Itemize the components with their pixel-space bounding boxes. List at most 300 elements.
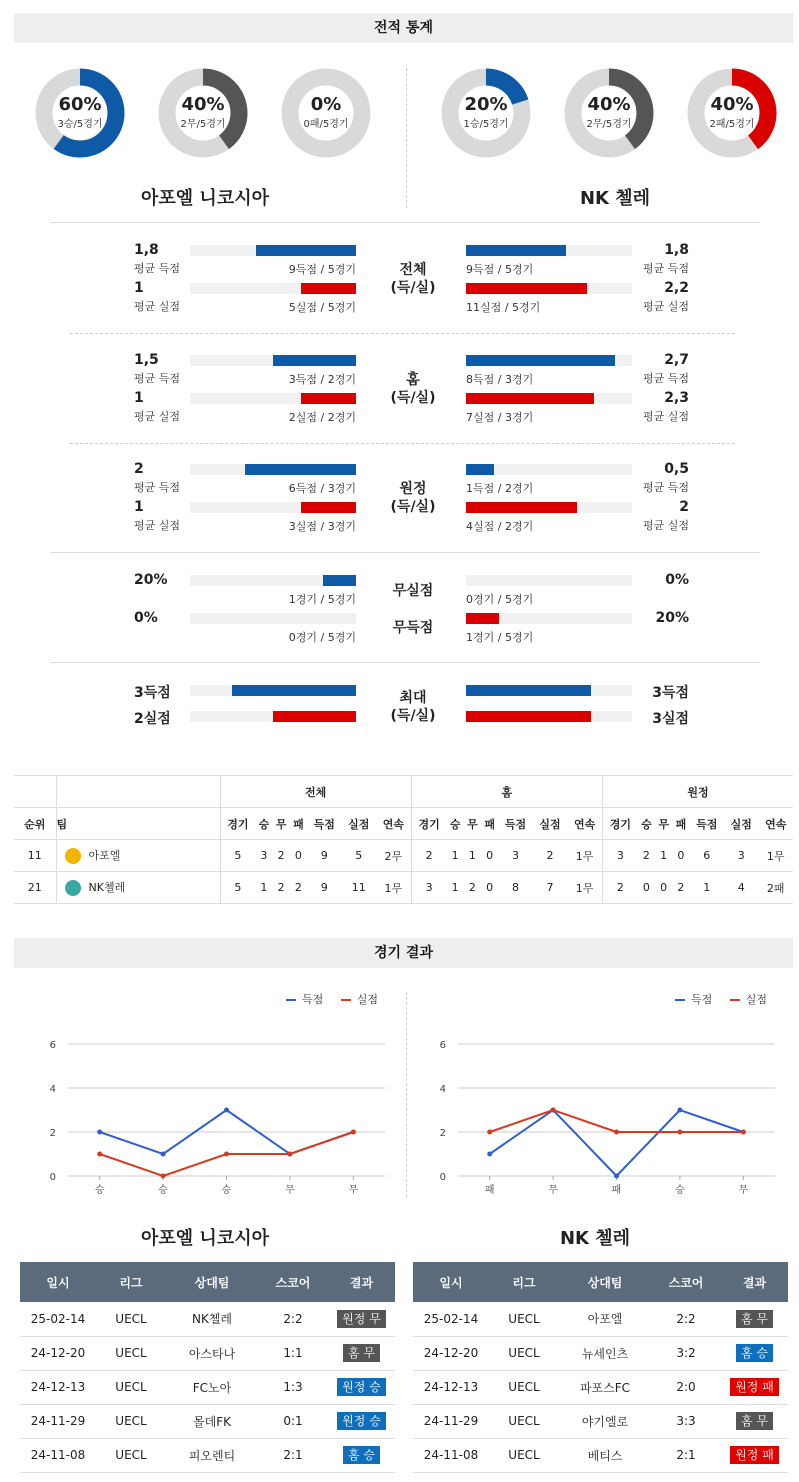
donut-caption: 0패/5경기 bbox=[303, 119, 349, 130]
game-date: 24-12-13 bbox=[413, 1370, 489, 1404]
left-concede-bar bbox=[190, 283, 356, 294]
donut-chart bbox=[441, 68, 531, 158]
left-score-caption: 6득점 / 3경기 bbox=[288, 482, 356, 495]
stat-cell: 1 bbox=[468, 849, 476, 862]
right-avg-concede-label: 평균 실점 bbox=[642, 410, 689, 423]
stat-cell: 1 bbox=[451, 881, 459, 894]
result-badge: 원정 무 bbox=[337, 1310, 386, 1328]
team-left-name: 아포엘 니코시아 bbox=[141, 188, 269, 209]
data-point bbox=[224, 1108, 229, 1113]
game-opp: 몰데FK bbox=[166, 1404, 258, 1438]
legend-series-2: 실점 bbox=[356, 993, 379, 1006]
result-badge: 원정 패 bbox=[730, 1378, 779, 1396]
data-point bbox=[97, 1130, 102, 1135]
col-header: 일시 bbox=[413, 1262, 489, 1302]
left-avg-score: 1,8 bbox=[134, 242, 159, 258]
table-row[interactable] bbox=[20, 1438, 395, 1472]
left-avg-score-label: 평균 득점 bbox=[134, 481, 181, 494]
left-concede-bar-fill bbox=[301, 502, 356, 513]
game-date: 24-11-29 bbox=[20, 1404, 96, 1438]
data-point bbox=[551, 1108, 556, 1113]
game-result bbox=[328, 1302, 395, 1336]
stat-cell: 2 bbox=[468, 881, 476, 894]
stat-cell: 9 bbox=[320, 881, 328, 894]
table-row[interactable] bbox=[20, 1370, 395, 1404]
donut-percent: 0% bbox=[310, 94, 342, 115]
stat-cell: 2 bbox=[277, 849, 285, 862]
data-point bbox=[614, 1174, 619, 1179]
right-score-caption: 1득점 / 2경기 bbox=[466, 482, 534, 495]
donut-chart bbox=[158, 68, 248, 158]
stat-cell: 2무 bbox=[384, 849, 403, 863]
x-tick-label: 승 bbox=[221, 1185, 232, 1196]
donut-chart bbox=[35, 68, 125, 158]
left-concede-bar bbox=[190, 502, 356, 513]
data-point bbox=[351, 1130, 356, 1135]
table-row[interactable] bbox=[20, 1336, 395, 1370]
left-concede-bar-fill bbox=[301, 393, 356, 404]
stat-cell: 1 bbox=[703, 881, 711, 894]
donut-percent: 40% bbox=[587, 94, 631, 115]
stat-cell: 2 bbox=[411, 840, 446, 872]
right-avg-concede: 2,2 bbox=[664, 280, 689, 296]
rank-col-header: 패 bbox=[293, 817, 304, 831]
result-badge: 홈 무 bbox=[343, 1344, 380, 1362]
donut-percent: 40% bbox=[181, 94, 225, 115]
right-avg-score-label: 평균 득점 bbox=[642, 481, 689, 494]
right-avg-concede: 2 bbox=[679, 499, 689, 515]
data-point bbox=[487, 1152, 492, 1157]
stat-cell: 7 bbox=[546, 881, 554, 894]
left-score-caption: 3득점 / 2경기 bbox=[288, 373, 356, 386]
col-header: 스코어 bbox=[258, 1262, 328, 1302]
right-concede-caption: 11실점 / 5경기 bbox=[466, 301, 541, 314]
divider bbox=[70, 333, 735, 334]
right-no-score-bar-fill bbox=[466, 613, 499, 624]
stat-cell: 1무 bbox=[575, 881, 594, 895]
game-date: 24-12-20 bbox=[413, 1336, 489, 1370]
left-avg-concede: 1 bbox=[134, 280, 144, 296]
left-max-concede-bar-fill bbox=[273, 711, 356, 722]
donut-caption: 3승/5경기 bbox=[57, 119, 103, 130]
left-max-score-bar bbox=[190, 685, 356, 696]
rank-col-header: 경기 bbox=[220, 808, 255, 840]
left-avg-score-label: 평균 득점 bbox=[134, 262, 181, 275]
game-score: 2:1 bbox=[258, 1438, 328, 1472]
rank-col-header: 실점 bbox=[539, 817, 561, 831]
left-concede-caption: 3실점 / 3경기 bbox=[288, 520, 356, 533]
data-point bbox=[677, 1130, 682, 1135]
data-point bbox=[161, 1174, 166, 1179]
game-score: 2:2 bbox=[651, 1302, 721, 1336]
col-header: 결과 bbox=[721, 1262, 788, 1302]
line-chart-right bbox=[420, 1030, 790, 1200]
group-sublabel: (득/실) bbox=[390, 280, 436, 296]
stat-cell: 0 bbox=[486, 881, 494, 894]
result-badge: 홈 무 bbox=[736, 1310, 773, 1328]
game-league: UECL bbox=[96, 1370, 166, 1404]
game-date: 24-11-29 bbox=[413, 1404, 489, 1438]
right-score-bar-fill bbox=[466, 464, 494, 475]
game-league: UECL bbox=[489, 1370, 559, 1404]
game-date: 25-02-14 bbox=[20, 1302, 96, 1336]
stat-cell: 0 bbox=[486, 849, 494, 862]
y-tick-label: 0 bbox=[439, 1172, 446, 1183]
game-score: 3:3 bbox=[651, 1404, 721, 1438]
x-tick-label: 승 bbox=[94, 1185, 105, 1196]
y-tick-label: 4 bbox=[439, 1084, 446, 1095]
game-score: 2:1 bbox=[651, 1438, 721, 1472]
x-tick-label: 무 bbox=[348, 1185, 359, 1196]
table-row[interactable] bbox=[413, 1404, 788, 1438]
stat-cell: 3 bbox=[737, 849, 745, 862]
series-line bbox=[490, 1110, 744, 1176]
no-score-label: 무득점 bbox=[392, 620, 434, 636]
rank-col-header: 실점 bbox=[348, 817, 370, 831]
data-point bbox=[741, 1130, 746, 1135]
left-avg-concede: 1 bbox=[134, 390, 144, 406]
right-concede-bar-fill bbox=[466, 283, 587, 294]
result-badge: 원정 승 bbox=[337, 1378, 386, 1396]
donut-chart bbox=[564, 68, 654, 158]
divider bbox=[50, 662, 760, 663]
right-avg-score: 0,5 bbox=[664, 461, 689, 477]
game-score: 3:2 bbox=[651, 1336, 721, 1370]
left-avg-score: 1,5 bbox=[134, 352, 159, 368]
left-clean-sheet-bar bbox=[190, 575, 356, 586]
ranking-table bbox=[14, 775, 793, 904]
legend-series-1: 득점 bbox=[691, 993, 713, 1006]
right-max-concede: 3실점 bbox=[652, 711, 689, 727]
left-score-caption: 9득점 / 5경기 bbox=[288, 263, 356, 276]
rank-col-header: 팀 bbox=[56, 808, 220, 840]
y-tick-label: 2 bbox=[439, 1128, 446, 1139]
game-opp: 베티스 bbox=[559, 1438, 651, 1472]
stat-cell: 5 bbox=[355, 849, 363, 862]
game-result bbox=[721, 1438, 788, 1472]
right-concede-caption: 7실점 / 3경기 bbox=[466, 411, 534, 424]
y-tick-label: 6 bbox=[439, 1040, 446, 1051]
group-label: 전체 bbox=[399, 262, 427, 278]
game-result bbox=[721, 1370, 788, 1404]
data-point bbox=[287, 1152, 292, 1157]
right-concede-bar-fill bbox=[466, 502, 577, 513]
divider bbox=[50, 222, 760, 223]
max-sublabel: (득/실) bbox=[390, 708, 436, 724]
left-score-bar-fill bbox=[256, 245, 356, 256]
left-score-bar bbox=[190, 245, 356, 256]
stat-cell: 1무 bbox=[384, 881, 403, 895]
right-max-score-bar-fill bbox=[466, 685, 591, 696]
rank-col-header: 연속 bbox=[573, 817, 596, 831]
rank-col-header: 연속 bbox=[765, 817, 787, 831]
col-header: 일시 bbox=[20, 1262, 96, 1302]
left-clean-sheet-caption: 1경기 / 5경기 bbox=[288, 593, 356, 606]
left-avg-concede: 1 bbox=[134, 499, 144, 515]
right-max-score: 3득점 bbox=[652, 685, 689, 701]
col-header: 상대팀 bbox=[559, 1262, 651, 1302]
divider bbox=[406, 992, 407, 1197]
right-concede-caption: 4실점 / 2경기 bbox=[466, 520, 534, 533]
x-tick-label: 패 bbox=[611, 1185, 622, 1196]
stat-cell: 2 bbox=[642, 849, 650, 862]
donut-chart bbox=[687, 68, 777, 158]
left-score-bar bbox=[190, 355, 356, 366]
stat-cell: 2 bbox=[277, 881, 285, 894]
x-tick-label: 무 bbox=[738, 1185, 749, 1196]
left-score-bar-fill bbox=[245, 464, 356, 475]
stat-cell: 0 bbox=[660, 881, 668, 894]
left-max-score: 3득점 bbox=[134, 685, 171, 701]
table-row bbox=[14, 872, 793, 904]
y-tick-label: 4 bbox=[49, 1084, 56, 1095]
left-concede-caption: 2실점 / 2경기 bbox=[288, 411, 356, 424]
right-avg-concede-label: 평균 실점 bbox=[642, 519, 689, 532]
line-chart-left bbox=[30, 1030, 400, 1200]
game-league: UECL bbox=[96, 1302, 166, 1336]
result-badge: 홈 승 bbox=[343, 1446, 380, 1464]
data-point bbox=[487, 1130, 492, 1135]
right-no-score-caption: 1경기 / 5경기 bbox=[466, 631, 534, 644]
game-league: UECL bbox=[96, 1336, 166, 1370]
games-left-title: 아포엘 니코시아 bbox=[141, 1228, 269, 1249]
game-opp: 아스타나 bbox=[166, 1336, 258, 1370]
rank-col-header: 무 bbox=[658, 817, 669, 831]
stat-cell: 1 bbox=[660, 849, 668, 862]
x-tick-label: 무 bbox=[548, 1185, 558, 1196]
rank-cell: 11 bbox=[27, 849, 42, 862]
result-badge: 홈 승 bbox=[736, 1344, 773, 1362]
rank-col-header: 경기 bbox=[603, 808, 638, 840]
game-league: UECL bbox=[489, 1336, 559, 1370]
y-tick-label: 2 bbox=[49, 1128, 56, 1139]
group-label: 원정 bbox=[399, 481, 427, 497]
game-result bbox=[328, 1370, 395, 1404]
rank-col-header: 무 bbox=[275, 817, 287, 831]
legend-series-2: 실점 bbox=[745, 993, 768, 1006]
legend-series-1: 득점 bbox=[302, 993, 324, 1006]
stat-cell: 3 bbox=[411, 872, 446, 904]
team-name: NK첼레 bbox=[88, 881, 126, 894]
game-score: 0:1 bbox=[258, 1404, 328, 1438]
games-right-title: NK 첼레 bbox=[559, 1228, 631, 1249]
rank-col-header: 승 bbox=[449, 817, 461, 831]
left-no-score-pct: 0% bbox=[134, 610, 158, 626]
donut-percent: 20% bbox=[464, 94, 508, 115]
left-avg-concede-label: 평균 실점 bbox=[134, 519, 181, 532]
left-max-concede-bar bbox=[190, 711, 356, 722]
stat-cell: 3 bbox=[512, 849, 520, 862]
game-result bbox=[721, 1302, 788, 1336]
stat-cell: 2 bbox=[294, 881, 302, 894]
group-sublabel: (득/실) bbox=[390, 390, 436, 406]
game-score: 2:2 bbox=[258, 1302, 328, 1336]
game-opp: 야기엘로 bbox=[559, 1404, 651, 1438]
divider bbox=[406, 68, 407, 208]
stat-cell: 3 bbox=[603, 840, 638, 872]
rank-col-header: 패 bbox=[484, 817, 495, 831]
clean-sheet-label: 무실점 bbox=[392, 583, 434, 599]
data-point bbox=[224, 1152, 229, 1157]
data-point bbox=[677, 1108, 682, 1113]
stat-cell: 1 bbox=[260, 881, 268, 894]
team-cell bbox=[56, 840, 220, 872]
chart-legend-right bbox=[675, 991, 767, 1007]
game-result bbox=[328, 1438, 395, 1472]
right-clean-sheet-caption: 0경기 / 5경기 bbox=[466, 593, 534, 606]
rank-col-header: 득점 bbox=[696, 817, 718, 831]
stat-cell: 1무 bbox=[575, 849, 594, 863]
right-clean-sheet-pct: 0% bbox=[665, 572, 689, 588]
x-tick-label: 무 bbox=[285, 1185, 295, 1196]
table-row[interactable] bbox=[20, 1404, 395, 1438]
table-row[interactable] bbox=[20, 1302, 395, 1336]
games-table-left bbox=[20, 1262, 395, 1473]
x-tick-label: 승 bbox=[675, 1185, 685, 1196]
col-header: 상대팀 bbox=[166, 1262, 258, 1302]
right-no-score-pct: 20% bbox=[655, 610, 689, 626]
left-clean-sheet-bar-fill bbox=[323, 575, 356, 586]
data-point bbox=[161, 1152, 166, 1157]
rank-col-header: 경기 bbox=[411, 808, 446, 840]
game-score: 1:1 bbox=[258, 1336, 328, 1370]
team-name: 아포엘 bbox=[88, 849, 121, 862]
game-league: UECL bbox=[489, 1302, 559, 1336]
game-opp: 뉴세인츠 bbox=[559, 1336, 651, 1370]
stat-cell: 6 bbox=[703, 849, 711, 862]
stat-cell: 2 bbox=[546, 849, 554, 862]
stat-cell: 2 bbox=[603, 872, 638, 904]
stat-cell: 3 bbox=[260, 849, 268, 862]
table-row bbox=[14, 840, 793, 872]
stat-cell: 2 bbox=[677, 881, 685, 894]
right-score-bar-fill bbox=[466, 355, 615, 366]
table-header-row bbox=[20, 1262, 395, 1302]
data-point bbox=[614, 1130, 619, 1135]
left-no-score-caption: 0경기 / 5경기 bbox=[288, 631, 356, 644]
result-badge: 홈 무 bbox=[736, 1412, 773, 1430]
game-opp: FC노아 bbox=[166, 1370, 258, 1404]
game-result bbox=[328, 1336, 395, 1370]
left-max-score-bar-fill bbox=[232, 685, 357, 696]
game-date: 24-11-08 bbox=[413, 1438, 489, 1472]
game-opp: 아포엘 bbox=[559, 1302, 651, 1336]
stat-cell: 2패 bbox=[766, 881, 785, 895]
group-header-home: 홈 bbox=[411, 776, 602, 808]
donut-caption: 1승/5경기 bbox=[463, 119, 509, 130]
rank-col-header: 실점 bbox=[730, 817, 752, 831]
left-avg-concede-label: 평균 실점 bbox=[134, 300, 181, 313]
team-logo-icon bbox=[65, 848, 81, 864]
table-header-row bbox=[413, 1262, 788, 1302]
stat-cell: 0 bbox=[294, 849, 302, 862]
right-max-concede-bar-fill bbox=[466, 711, 591, 722]
games-table-right bbox=[413, 1262, 788, 1473]
result-badge: 원정 승 bbox=[337, 1412, 386, 1430]
group-header-total: 전체 bbox=[220, 776, 411, 808]
right-score-bar-fill bbox=[466, 245, 566, 256]
right-avg-score: 2,7 bbox=[664, 352, 689, 368]
left-concede-bar bbox=[190, 393, 356, 404]
team-logo-icon bbox=[65, 880, 81, 896]
col-header: 리그 bbox=[489, 1262, 559, 1302]
table-row[interactable] bbox=[413, 1336, 788, 1370]
right-avg-score-label: 평균 득점 bbox=[642, 372, 689, 385]
game-score: 1:3 bbox=[258, 1370, 328, 1404]
table-row[interactable] bbox=[413, 1370, 788, 1404]
game-league: UECL bbox=[96, 1438, 166, 1472]
game-league: UECL bbox=[96, 1404, 166, 1438]
right-avg-score-label: 평균 득점 bbox=[642, 262, 689, 275]
left-concede-caption: 5실점 / 5경기 bbox=[288, 301, 356, 314]
donut-percent: 60% bbox=[58, 94, 102, 115]
rank-col-header: 승 bbox=[258, 817, 270, 831]
data-point bbox=[97, 1152, 102, 1157]
stat-cell: 9 bbox=[320, 849, 328, 862]
rank-col-header: 무 bbox=[467, 817, 478, 831]
donut-percent: 40% bbox=[710, 94, 754, 115]
chart-legend-left bbox=[286, 991, 378, 1007]
left-clean-sheet-pct: 20% bbox=[134, 572, 168, 588]
group-label: 홈 bbox=[406, 372, 420, 388]
game-opp: 파포스FC bbox=[559, 1370, 651, 1404]
game-league: UECL bbox=[489, 1438, 559, 1472]
donut-caption: 2무/5경기 bbox=[586, 119, 632, 130]
left-concede-bar-fill bbox=[301, 283, 356, 294]
game-date: 24-12-20 bbox=[20, 1336, 96, 1370]
rank-col-header: 패 bbox=[675, 817, 687, 831]
table-row[interactable] bbox=[413, 1438, 788, 1472]
y-tick-label: 0 bbox=[49, 1172, 56, 1183]
rank-col-header: 연속 bbox=[382, 817, 404, 831]
left-score-bar bbox=[190, 464, 356, 475]
stat-cell: 5 bbox=[220, 840, 255, 872]
left-max-concede: 2실점 bbox=[134, 711, 171, 727]
table-row[interactable] bbox=[413, 1302, 788, 1336]
team-cell bbox=[56, 872, 220, 904]
group-sublabel: (득/실) bbox=[390, 499, 436, 515]
results-section-title: 경기 결과 bbox=[14, 938, 793, 968]
stat-cell: 5 bbox=[220, 872, 255, 904]
right-score-caption: 9득점 / 5경기 bbox=[466, 263, 534, 276]
game-league: UECL bbox=[489, 1404, 559, 1438]
stat-cell: 0 bbox=[677, 849, 685, 862]
donut-chart bbox=[281, 68, 371, 158]
right-score-caption: 8득점 / 3경기 bbox=[466, 373, 534, 386]
stat-cell: 4 bbox=[737, 881, 745, 894]
rank-col-header: 득점 bbox=[504, 817, 527, 831]
game-opp: NK첼레 bbox=[166, 1302, 258, 1336]
game-date: 24-12-13 bbox=[20, 1370, 96, 1404]
y-tick-label: 6 bbox=[49, 1040, 56, 1051]
x-tick-label: 승 bbox=[158, 1185, 168, 1196]
left-no-score-bar bbox=[190, 613, 356, 624]
rank-cell: 21 bbox=[27, 881, 42, 894]
rank-col-header: 순위 bbox=[24, 817, 46, 831]
stat-cell: 1무 bbox=[766, 849, 785, 863]
col-header: 리그 bbox=[96, 1262, 166, 1302]
right-avg-concede: 2,3 bbox=[664, 390, 689, 406]
rank-col-header: 득점 bbox=[313, 817, 335, 831]
max-label: 최대 bbox=[399, 690, 427, 706]
game-opp: 피오렌티 bbox=[166, 1438, 258, 1472]
divider bbox=[70, 443, 735, 444]
left-avg-score: 2 bbox=[134, 461, 144, 477]
stats-section-title: 전적 통계 bbox=[14, 13, 793, 43]
group-header-away: 원정 bbox=[603, 776, 794, 808]
game-score: 2:0 bbox=[651, 1370, 721, 1404]
right-avg-concede-label: 평균 실점 bbox=[642, 300, 689, 313]
